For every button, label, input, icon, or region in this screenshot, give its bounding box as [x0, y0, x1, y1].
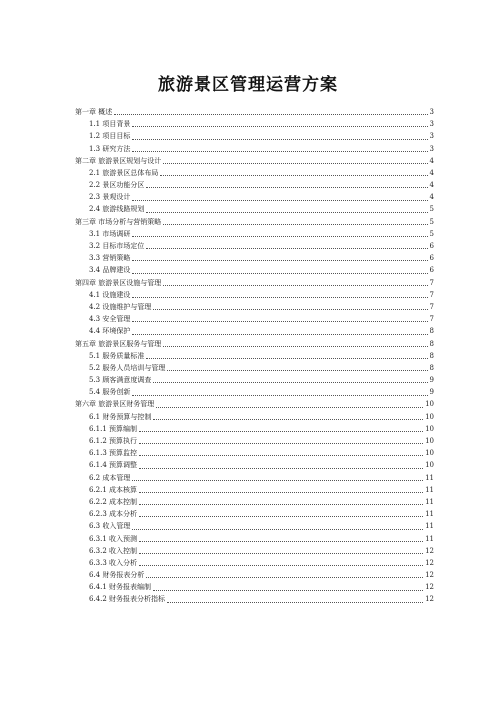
toc-section-entry[interactable]	[75, 118, 434, 130]
toc-dot-leader	[139, 553, 423, 554]
toc-dot-leader	[153, 590, 423, 591]
toc-dot-leader	[139, 516, 423, 517]
toc-dot-leader	[163, 285, 427, 286]
toc-page-number: 11	[425, 485, 434, 494]
toc-page-number: 11	[425, 522, 434, 531]
toc-page-number: 10	[425, 449, 434, 458]
toc-dot-leader	[132, 236, 427, 237]
toc-chapter-entry[interactable]	[75, 338, 434, 350]
toc-entry-label: 6.3 收入管理	[89, 522, 131, 531]
toc-chapter-entry[interactable]	[75, 399, 434, 411]
toc-page-number: 10	[425, 437, 434, 446]
toc-dot-leader	[167, 370, 427, 371]
toc-dot-leader	[139, 455, 423, 456]
toc-section-entry[interactable]	[75, 520, 434, 532]
toc-entry-label: 第六章 旅游景区财务管理	[75, 400, 155, 409]
toc-dot-leader	[146, 187, 427, 188]
toc-dot-leader	[132, 151, 427, 152]
toc-entry-label: 5.2 服务人员培训与管理	[89, 363, 166, 372]
toc-entry-label: 6.4.2 财务报表分析指标	[89, 595, 166, 604]
toc-entry-label: 2.4 旅游线路规划	[89, 205, 145, 214]
toc-section-entry[interactable]	[75, 484, 434, 496]
toc-dot-leader	[139, 565, 423, 566]
toc-entry-label: 6.4.1 财务报表编制	[89, 583, 152, 592]
toc-entry-label: 3.3 营销策略	[89, 254, 131, 263]
toc-entry-label: 6.1.1 预算编制	[89, 424, 138, 433]
toc-section-entry[interactable]	[75, 533, 434, 545]
toc-dot-leader	[132, 395, 427, 396]
toc-page-number: 11	[425, 497, 434, 506]
toc-page-number: 10	[425, 412, 434, 421]
toc-dot-leader	[132, 126, 427, 127]
toc-page-number: 10	[425, 461, 434, 470]
toc-page-number: 5	[429, 205, 434, 214]
toc-page-number: 8	[429, 339, 434, 348]
toc-page-number: 10	[425, 424, 434, 433]
toc-entry-label: 4.3 安全管理	[89, 315, 131, 324]
toc-section-entry[interactable]	[75, 228, 434, 240]
toc-section-entry[interactable]	[75, 447, 434, 459]
toc-dot-leader	[132, 334, 427, 335]
toc-section-entry[interactable]	[75, 313, 434, 325]
toc-page-number: 7	[429, 290, 434, 299]
toc-entry-label: 5.3 顾客满意度调查	[89, 376, 152, 385]
toc-page-number: 11	[425, 534, 434, 543]
toc-chapter-entry[interactable]	[75, 155, 434, 167]
toc-section-entry[interactable]	[75, 557, 434, 569]
toc-dot-leader	[139, 492, 423, 493]
toc-entry-label: 4.1 设施建设	[89, 290, 131, 299]
toc-page-number: 8	[429, 363, 434, 372]
toc-dot-leader	[139, 468, 423, 469]
toc-chapter-entry[interactable]	[75, 277, 434, 289]
toc-page-number: 8	[429, 351, 434, 360]
toc-entry-label: 6.3.1 收入预测	[89, 534, 138, 543]
toc-entry-label: 5.4 服务创新	[89, 388, 131, 397]
toc-entry-label: 第三章 市场分析与营销策略	[75, 217, 162, 226]
toc-page-number: 12	[425, 546, 434, 555]
toc-entry-label: 1.1 项目背景	[89, 120, 131, 129]
toc-dot-leader	[139, 541, 423, 542]
toc-dot-leader	[139, 504, 423, 505]
toc-section-entry[interactable]	[75, 143, 434, 155]
toc-page-number: 7	[429, 315, 434, 324]
toc-page-number: 7	[429, 278, 434, 287]
toc-page-number: 4	[429, 156, 434, 165]
toc-section-entry[interactable]	[75, 545, 434, 557]
toc-entry-label: 第五章 旅游景区服务与管理	[75, 339, 162, 348]
toc-section-entry[interactable]	[75, 301, 434, 313]
toc-section-entry[interactable]	[75, 581, 434, 593]
toc-page-number: 5	[429, 229, 434, 238]
toc-entry-label: 第二章 旅游景区规划与设计	[75, 156, 162, 165]
toc-entry-label: 1.3 研究方法	[89, 144, 131, 153]
toc-page-number: 7	[429, 302, 434, 311]
toc-entry-label: 6.2.2 成本控制	[89, 497, 138, 506]
toc-page-number: 10	[425, 400, 434, 409]
table-of-contents	[75, 106, 434, 606]
toc-section-entry[interactable]	[75, 179, 434, 191]
toc-entry-label: 6.1.2 预算执行	[89, 437, 138, 446]
toc-entry-label: 4.2 设施维护与管理	[89, 302, 152, 311]
toc-entry-label: 6.3.3 收入分析	[89, 558, 138, 567]
toc-page-number: 12	[425, 571, 434, 580]
toc-page-number: 6	[429, 242, 434, 251]
toc-page-number: 4	[429, 181, 434, 190]
toc-page-number: 3	[429, 144, 434, 153]
toc-dot-leader	[132, 321, 427, 322]
toc-entry-label: 6.2.3 成本分析	[89, 510, 138, 519]
toc-entry-label: 6.1.3 预算监控	[89, 449, 138, 458]
toc-page-number: 11	[425, 473, 434, 482]
toc-page-number: 6	[429, 266, 434, 275]
toc-dot-leader	[153, 419, 423, 420]
toc-section-entry[interactable]	[75, 508, 434, 520]
toc-page-number: 3	[429, 132, 434, 141]
toc-section-entry[interactable]	[75, 204, 434, 216]
toc-dot-leader	[132, 260, 427, 261]
toc-entry-label: 2.2 景区功能分区	[89, 181, 145, 190]
toc-section-entry[interactable]	[75, 459, 434, 471]
toc-chapter-entry[interactable]	[75, 216, 434, 228]
toc-page-number: 3	[429, 107, 434, 116]
toc-dot-leader	[132, 529, 423, 530]
toc-section-entry[interactable]	[75, 423, 434, 435]
toc-section-entry[interactable]	[75, 252, 434, 264]
toc-section-entry[interactable]	[75, 130, 434, 142]
toc-page-number: 12	[425, 558, 434, 567]
toc-section-entry[interactable]	[75, 386, 434, 398]
toc-dot-leader	[156, 407, 423, 408]
toc-entry-label: 6.4 财务报表分析	[89, 571, 145, 580]
toc-dot-leader	[163, 346, 427, 347]
document-title: 旅游景区管理运营方案	[158, 75, 338, 95]
toc-entry-label: 6.2.1 成本核算	[89, 485, 138, 494]
toc-section-entry[interactable]	[75, 167, 434, 179]
toc-dot-leader	[146, 358, 427, 359]
toc-entry-label: 2.3 景观设计	[89, 193, 131, 202]
toc-section-entry[interactable]	[75, 496, 434, 508]
toc-page-number: 11	[425, 510, 434, 519]
toc-entry-label: 6.2 成本管理	[89, 473, 131, 482]
toc-section-entry[interactable]	[75, 435, 434, 447]
toc-entry-label: 6.3.2 收入控制	[89, 546, 138, 555]
toc-entry-label: 3.2 目标市场定位	[89, 242, 145, 251]
toc-section-entry[interactable]	[75, 411, 434, 423]
toc-dot-leader	[153, 382, 427, 383]
toc-entry-label: 6.1.4 预算调整	[89, 461, 138, 470]
toc-dot-leader	[167, 602, 423, 603]
toc-dot-leader	[132, 200, 427, 201]
toc-section-entry[interactable]	[75, 472, 434, 484]
toc-dot-leader	[163, 224, 427, 225]
toc-section-entry[interactable]	[75, 325, 434, 337]
toc-page-number: 6	[429, 254, 434, 263]
toc-chapter-entry[interactable]	[75, 106, 434, 118]
toc-dot-leader	[146, 212, 427, 213]
toc-dot-leader	[160, 175, 427, 176]
toc-entry-label: 5.1 服务质量标准	[89, 351, 145, 360]
toc-dot-leader	[132, 139, 427, 140]
toc-entry-label: 6.1 财务预算与控制	[89, 412, 152, 421]
toc-page-number: 4	[429, 168, 434, 177]
toc-entry-label: 3.4 品牌建设	[89, 266, 131, 275]
toc-dot-leader	[132, 273, 427, 274]
toc-page-number: 9	[429, 376, 434, 385]
toc-entry-label: 第四章 旅游景区设施与管理	[75, 278, 162, 287]
toc-dot-leader	[146, 577, 423, 578]
toc-section-entry[interactable]	[75, 362, 434, 374]
toc-dot-leader	[163, 163, 427, 164]
toc-section-entry[interactable]	[75, 289, 434, 301]
toc-page-number: 9	[429, 388, 434, 397]
toc-entry-label: 2.1 旅游景区总体布局	[89, 168, 159, 177]
toc-dot-leader	[132, 480, 423, 481]
toc-dot-leader	[114, 114, 427, 115]
toc-section-entry[interactable]	[75, 569, 434, 581]
toc-section-entry[interactable]	[75, 594, 434, 606]
toc-dot-leader	[139, 443, 423, 444]
toc-page-number: 8	[429, 327, 434, 336]
toc-page-number: 5	[429, 217, 434, 226]
toc-dot-leader	[139, 431, 423, 432]
toc-entry-label: 3.1 市场调研	[89, 229, 131, 238]
toc-section-entry[interactable]	[75, 350, 434, 362]
toc-page-number: 4	[429, 193, 434, 202]
toc-dot-leader	[132, 297, 427, 298]
toc-page-number: 12	[425, 583, 434, 592]
toc-dot-leader	[153, 309, 427, 310]
toc-section-entry[interactable]	[75, 191, 434, 203]
toc-entry-label: 第一章 概述	[75, 107, 113, 116]
toc-dot-leader	[146, 248, 427, 249]
toc-section-entry[interactable]	[75, 374, 434, 386]
toc-page-number: 3	[429, 120, 434, 129]
toc-entry-label: 4.4 环境保护	[89, 327, 131, 336]
toc-page-number: 12	[425, 595, 434, 604]
toc-entry-label: 1.2 项目目标	[89, 132, 131, 141]
toc-section-entry[interactable]	[75, 264, 434, 276]
toc-section-entry[interactable]	[75, 240, 434, 252]
